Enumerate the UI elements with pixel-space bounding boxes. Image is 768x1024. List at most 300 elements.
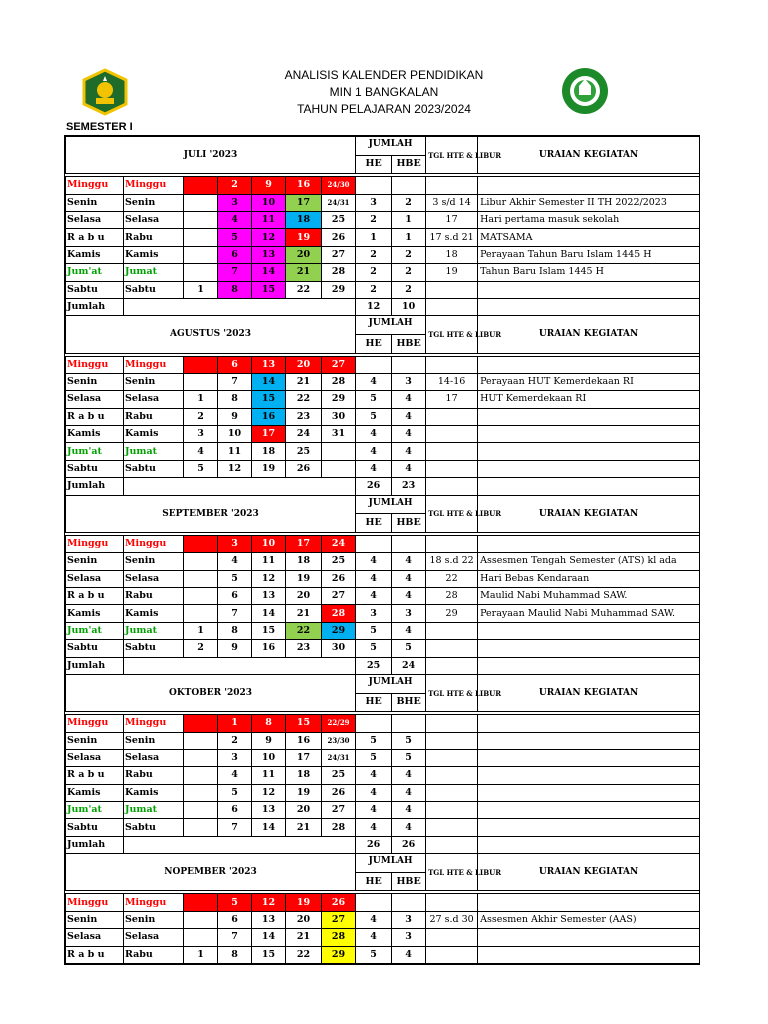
month-header-row: [66, 137, 700, 156]
kegiatan-value: [478, 535, 700, 552]
date-cell: 1: [184, 281, 218, 298]
jumlah-label: Jumlah: [66, 836, 124, 853]
total-hbe: 26: [392, 836, 426, 853]
hbe-value: 4: [392, 391, 426, 408]
date-cell: 21: [286, 605, 322, 622]
date-cell: 7: [218, 929, 252, 946]
day-name-alt: Selasa: [124, 929, 184, 946]
date-cell: 24/31: [322, 194, 356, 211]
semester-label: SEMESTER I: [66, 121, 133, 133]
doc-title: ANALISIS KALENDER PENDIDIKAN: [284, 68, 484, 82]
date-cell: 18: [286, 767, 322, 784]
day-name: R a b u: [66, 767, 124, 784]
date-cell: 28: [322, 605, 356, 622]
tgl-value: 17: [426, 391, 478, 408]
day-name: Kamis: [66, 605, 124, 622]
tgl-value: [426, 715, 478, 732]
date-cell: 13: [252, 246, 286, 263]
jumlah-blank: [124, 836, 356, 853]
uraian-header: URAIAN KEGIATAN: [478, 854, 700, 891]
day-name: Senin: [66, 194, 124, 211]
day-row: [66, 911, 700, 928]
jumlah-row: [66, 478, 700, 495]
date-cell: [184, 784, 218, 801]
day-name: Selasa: [66, 749, 124, 766]
jumlah-row: [66, 298, 700, 315]
tgl-header: TGL HTE & LIBUR: [426, 316, 478, 353]
he-header: HE: [356, 514, 392, 533]
he-value: 5: [356, 640, 392, 657]
date-cell: 26: [322, 784, 356, 801]
tgl-value: [426, 281, 478, 298]
day-name-alt: Minggu: [124, 535, 184, 552]
date-cell: 8: [218, 622, 252, 639]
day-name-alt: Sabtu: [124, 281, 184, 298]
kegiatan-value: [478, 356, 700, 373]
date-cell: [184, 373, 218, 390]
he-value: 4: [356, 929, 392, 946]
kegiatan-value: [478, 946, 700, 963]
date-cell: [184, 264, 218, 281]
date-cell: 6: [218, 911, 252, 928]
he-value: 5: [356, 408, 392, 425]
he-header: HE: [356, 872, 392, 891]
kegiatan-value: [478, 802, 700, 819]
date-cell: [184, 570, 218, 587]
day-row: [66, 535, 700, 552]
day-name-alt: Senin: [124, 911, 184, 928]
month-name: AGUSTUS '2023: [66, 316, 356, 353]
date-cell: 20: [286, 911, 322, 928]
date-cell: 16: [286, 177, 322, 194]
date-cell: 5: [218, 784, 252, 801]
uraian-header: URAIAN KEGIATAN: [478, 316, 700, 353]
date-cell: 12: [252, 784, 286, 801]
date-cell: 27: [322, 356, 356, 373]
kegiatan-value: [478, 640, 700, 657]
date-cell: 12: [252, 570, 286, 587]
calendar-table: [65, 136, 700, 964]
date-cell: 27: [322, 911, 356, 928]
tgl-value: 17 s.d 21: [426, 229, 478, 246]
day-name-alt: Selasa: [124, 211, 184, 228]
day-row: [66, 356, 700, 373]
tgl-value: [426, 894, 478, 911]
day-row: [66, 640, 700, 657]
kegiatan-value: [478, 894, 700, 911]
date-cell: 15: [252, 391, 286, 408]
hbe-value: [392, 177, 426, 194]
he-value: 4: [356, 426, 392, 443]
day-name-alt: Senin: [124, 194, 184, 211]
he-value: 4: [356, 802, 392, 819]
date-cell: 14: [252, 264, 286, 281]
school-year: TAHUN PELAJARAN 2023/2024: [297, 102, 471, 116]
date-cell: 14: [252, 605, 286, 622]
day-name: Senin: [66, 911, 124, 928]
kegiatan-value: Assesmen Tengah Semester (ATS) kl ada: [478, 553, 700, 570]
date-cell: 28: [322, 264, 356, 281]
date-cell: 29: [322, 391, 356, 408]
date-cell: 5: [218, 229, 252, 246]
day-name-alt: Senin: [124, 732, 184, 749]
date-cell: 14: [252, 929, 286, 946]
day-name-alt: Sabtu: [124, 819, 184, 836]
kegiatan-value: [478, 767, 700, 784]
day-row: [66, 391, 700, 408]
kegiatan-value: [478, 460, 700, 477]
date-cell: 17: [286, 535, 322, 552]
date-cell: 18: [286, 553, 322, 570]
total-he: 26: [356, 836, 392, 853]
date-cell: 17: [286, 749, 322, 766]
he-value: 5: [356, 749, 392, 766]
day-name-alt: Minggu: [124, 715, 184, 732]
date-cell: 11: [218, 443, 252, 460]
date-cell: 7: [218, 819, 252, 836]
hbe-value: 3: [392, 373, 426, 390]
date-cell: [184, 587, 218, 604]
date-cell: 8: [218, 391, 252, 408]
date-cell: 27: [322, 802, 356, 819]
kegiatan-value: Perayaan Tahun Baru Islam 1445 H: [478, 246, 700, 263]
date-cell: 20: [286, 802, 322, 819]
date-cell: [184, 929, 218, 946]
hbe-value: 4: [392, 946, 426, 963]
tgl-value: 18 s.d 22: [426, 553, 478, 570]
date-cell: 9: [252, 177, 286, 194]
hbe-header: HBE: [392, 155, 426, 174]
date-cell: 1: [184, 391, 218, 408]
jumlah-label: Jumlah: [66, 478, 124, 495]
date-cell: 25: [322, 211, 356, 228]
he-value: 4: [356, 553, 392, 570]
date-cell: 6: [218, 802, 252, 819]
date-cell: 11: [252, 767, 286, 784]
date-cell: 19: [286, 894, 322, 911]
date-cell: 2: [184, 640, 218, 657]
kegiatan-value: MATSAMA: [478, 229, 700, 246]
date-cell: 21: [286, 373, 322, 390]
date-cell: 24: [286, 426, 322, 443]
kegiatan-value: Maulid Nabi Muhammad SAW.: [478, 587, 700, 604]
date-cell: 8: [218, 281, 252, 298]
day-name: Senin: [66, 373, 124, 390]
date-cell: [184, 194, 218, 211]
date-cell: 13: [252, 802, 286, 819]
date-cell: 30: [322, 408, 356, 425]
day-row: [66, 177, 700, 194]
tgl-value: [426, 460, 478, 477]
date-cell: 4: [218, 767, 252, 784]
date-cell: 29: [322, 622, 356, 639]
jumlah-tgl-blank: [426, 657, 478, 674]
tgl-value: 28: [426, 587, 478, 604]
date-cell: [184, 177, 218, 194]
day-row: [66, 264, 700, 281]
date-cell: [184, 894, 218, 911]
day-name: Kamis: [66, 784, 124, 801]
tgl-header: TGL HTE & LIBUR: [426, 854, 478, 891]
tgl-value: 29: [426, 605, 478, 622]
total-he: 25: [356, 657, 392, 674]
he-header: HE: [356, 693, 392, 712]
date-cell: 14: [252, 373, 286, 390]
date-cell: 17: [252, 426, 286, 443]
hbe-value: 2: [392, 194, 426, 211]
date-cell: 28: [322, 819, 356, 836]
jumlah-header: JUMLAH: [356, 854, 426, 873]
date-cell: 22/29: [322, 715, 356, 732]
hbe-value: 4: [392, 819, 426, 836]
tgl-value: 14-16: [426, 373, 478, 390]
date-cell: 15: [252, 622, 286, 639]
total-hbe: 10: [392, 298, 426, 315]
date-cell: 11: [252, 553, 286, 570]
jumlah-header: JUMLAH: [356, 495, 426, 514]
jumlah-row: [66, 836, 700, 853]
madrasah-logo-icon: [560, 66, 610, 116]
date-cell: 23/30: [322, 732, 356, 749]
tgl-value: [426, 749, 478, 766]
day-row: [66, 246, 700, 263]
date-cell: [322, 443, 356, 460]
hbe-value: 4: [392, 802, 426, 819]
he-value: 4: [356, 373, 392, 390]
date-cell: 4: [184, 443, 218, 460]
date-cell: 19: [286, 229, 322, 246]
hbe-value: 4: [392, 426, 426, 443]
he-value: [356, 535, 392, 552]
day-name-alt: Rabu: [124, 946, 184, 963]
date-cell: 11: [252, 211, 286, 228]
day-row: [66, 553, 700, 570]
date-cell: 22: [286, 391, 322, 408]
kemenag-logo-icon: [78, 68, 132, 116]
he-value: 4: [356, 587, 392, 604]
day-name: Selasa: [66, 391, 124, 408]
day-name: Minggu: [66, 535, 124, 552]
date-cell: 19: [286, 784, 322, 801]
date-cell: 12: [252, 894, 286, 911]
date-cell: [184, 246, 218, 263]
date-cell: [184, 356, 218, 373]
day-name: Sabtu: [66, 281, 124, 298]
tgl-header: TGL HTE & LIBUR: [426, 137, 478, 174]
day-row: [66, 229, 700, 246]
kegiatan-value: [478, 929, 700, 946]
day-row: [66, 408, 700, 425]
kegiatan-value: Hari Bebas Kendaraan: [478, 570, 700, 587]
day-row: [66, 819, 700, 836]
kegiatan-value: [478, 622, 700, 639]
kegiatan-value: [478, 715, 700, 732]
date-cell: 21: [286, 264, 322, 281]
date-cell: 26: [286, 460, 322, 477]
tgl-header: TGL HTE & LIBUR: [426, 495, 478, 532]
hbe-value: 2: [392, 246, 426, 263]
date-cell: [184, 715, 218, 732]
day-name: R a b u: [66, 408, 124, 425]
jumlah-blank: [124, 657, 356, 674]
day-name-alt: Rabu: [124, 229, 184, 246]
day-name: Jum'at: [66, 802, 124, 819]
date-cell: 13: [252, 356, 286, 373]
day-name-alt: Kamis: [124, 784, 184, 801]
day-name: Sabtu: [66, 819, 124, 836]
date-cell: 23: [286, 408, 322, 425]
hbe-value: 2: [392, 281, 426, 298]
he-value: [356, 356, 392, 373]
kegiatan-value: Perayaan HUT Kemerdekaan RI: [478, 373, 700, 390]
tgl-value: 3 s/d 14: [426, 194, 478, 211]
date-cell: 27: [322, 246, 356, 263]
date-cell: 4: [218, 553, 252, 570]
date-cell: 26: [322, 570, 356, 587]
date-cell: [184, 605, 218, 622]
date-cell: 12: [218, 460, 252, 477]
day-name: R a b u: [66, 587, 124, 604]
jumlah-ket-blank: [478, 836, 700, 853]
date-cell: 3: [218, 749, 252, 766]
hbe-header: HBE: [392, 334, 426, 353]
day-name: Jum'at: [66, 443, 124, 460]
date-cell: 20: [286, 246, 322, 263]
day-name-alt: Kamis: [124, 605, 184, 622]
day-name: Selasa: [66, 929, 124, 946]
tgl-value: [426, 929, 478, 946]
jumlah-tgl-blank: [426, 478, 478, 495]
date-cell: 6: [218, 587, 252, 604]
hbe-value: 5: [392, 749, 426, 766]
date-cell: [184, 211, 218, 228]
day-row: [66, 784, 700, 801]
date-cell: 10: [252, 749, 286, 766]
day-name-alt: Senin: [124, 553, 184, 570]
hbe-header: BHE: [392, 693, 426, 712]
day-row: [66, 605, 700, 622]
date-cell: [184, 767, 218, 784]
jumlah-label: Jumlah: [66, 657, 124, 674]
day-name-alt: Senin: [124, 373, 184, 390]
date-cell: 29: [322, 946, 356, 963]
hbe-value: [392, 715, 426, 732]
tgl-value: [426, 408, 478, 425]
date-cell: 3: [218, 535, 252, 552]
day-row: [66, 443, 700, 460]
day-name: Minggu: [66, 356, 124, 373]
date-cell: 2: [218, 177, 252, 194]
date-cell: 15: [286, 715, 322, 732]
date-cell: 10: [218, 426, 252, 443]
day-name: Minggu: [66, 177, 124, 194]
tgl-value: [426, 767, 478, 784]
date-cell: 28: [322, 373, 356, 390]
kegiatan-value: [478, 443, 700, 460]
date-cell: 26: [322, 894, 356, 911]
jumlah-ket-blank: [478, 657, 700, 674]
day-name: Kamis: [66, 426, 124, 443]
hbe-value: 3: [392, 929, 426, 946]
total-he: 26: [356, 478, 392, 495]
date-cell: 10: [252, 194, 286, 211]
uraian-header: URAIAN KEGIATAN: [478, 674, 700, 711]
date-cell: 5: [184, 460, 218, 477]
date-cell: 16: [286, 732, 322, 749]
day-name-alt: Sabtu: [124, 460, 184, 477]
he-value: 3: [356, 605, 392, 622]
day-row: [66, 715, 700, 732]
hbe-value: 5: [392, 732, 426, 749]
day-name-alt: Selasa: [124, 570, 184, 587]
he-value: 4: [356, 443, 392, 460]
kegiatan-value: [478, 732, 700, 749]
total-hbe: 24: [392, 657, 426, 674]
he-value: 3: [356, 194, 392, 211]
tgl-value: [426, 622, 478, 639]
day-row: [66, 894, 700, 911]
day-name: Jum'at: [66, 264, 124, 281]
he-value: 2: [356, 211, 392, 228]
he-value: 4: [356, 911, 392, 928]
day-name: Selasa: [66, 211, 124, 228]
date-cell: 9: [218, 640, 252, 657]
kegiatan-value: Tahun Baru Islam 1445 H: [478, 264, 700, 281]
jumlah-ket-blank: [478, 298, 700, 315]
day-row: [66, 570, 700, 587]
hbe-value: 4: [392, 553, 426, 570]
he-value: 4: [356, 570, 392, 587]
kegiatan-value: [478, 426, 700, 443]
date-cell: [184, 819, 218, 836]
day-row: [66, 426, 700, 443]
date-cell: 10: [252, 535, 286, 552]
month-name: JULI '2023: [66, 137, 356, 174]
he-header: HE: [356, 155, 392, 174]
month-name: NOPEMBER '2023: [66, 854, 356, 891]
kegiatan-value: HUT Kemerdekaan RI: [478, 391, 700, 408]
date-cell: [184, 802, 218, 819]
date-cell: 3: [184, 426, 218, 443]
kegiatan-value: [478, 281, 700, 298]
he-header: HE: [356, 334, 392, 353]
tgl-value: [426, 946, 478, 963]
date-cell: 2: [184, 408, 218, 425]
date-cell: 19: [286, 570, 322, 587]
day-name-alt: Minggu: [124, 894, 184, 911]
date-cell: 19: [252, 460, 286, 477]
day-name: R a b u: [66, 946, 124, 963]
hbe-header: HBE: [392, 514, 426, 533]
month-header-row: [66, 316, 700, 335]
hbe-value: [392, 356, 426, 373]
date-cell: 7: [218, 373, 252, 390]
hbe-value: [392, 894, 426, 911]
he-value: 1: [356, 229, 392, 246]
date-cell: 28: [322, 929, 356, 946]
kegiatan-value: [478, 408, 700, 425]
date-cell: [184, 749, 218, 766]
hbe-value: 1: [392, 229, 426, 246]
kegiatan-value: Perayaan Maulid Nabi Muhammad SAW.: [478, 605, 700, 622]
date-cell: 24: [322, 535, 356, 552]
hbe-value: 4: [392, 767, 426, 784]
date-cell: 20: [286, 587, 322, 604]
he-value: 2: [356, 264, 392, 281]
date-cell: [184, 535, 218, 552]
date-cell: 9: [218, 408, 252, 425]
uraian-header: URAIAN KEGIATAN: [478, 137, 700, 174]
